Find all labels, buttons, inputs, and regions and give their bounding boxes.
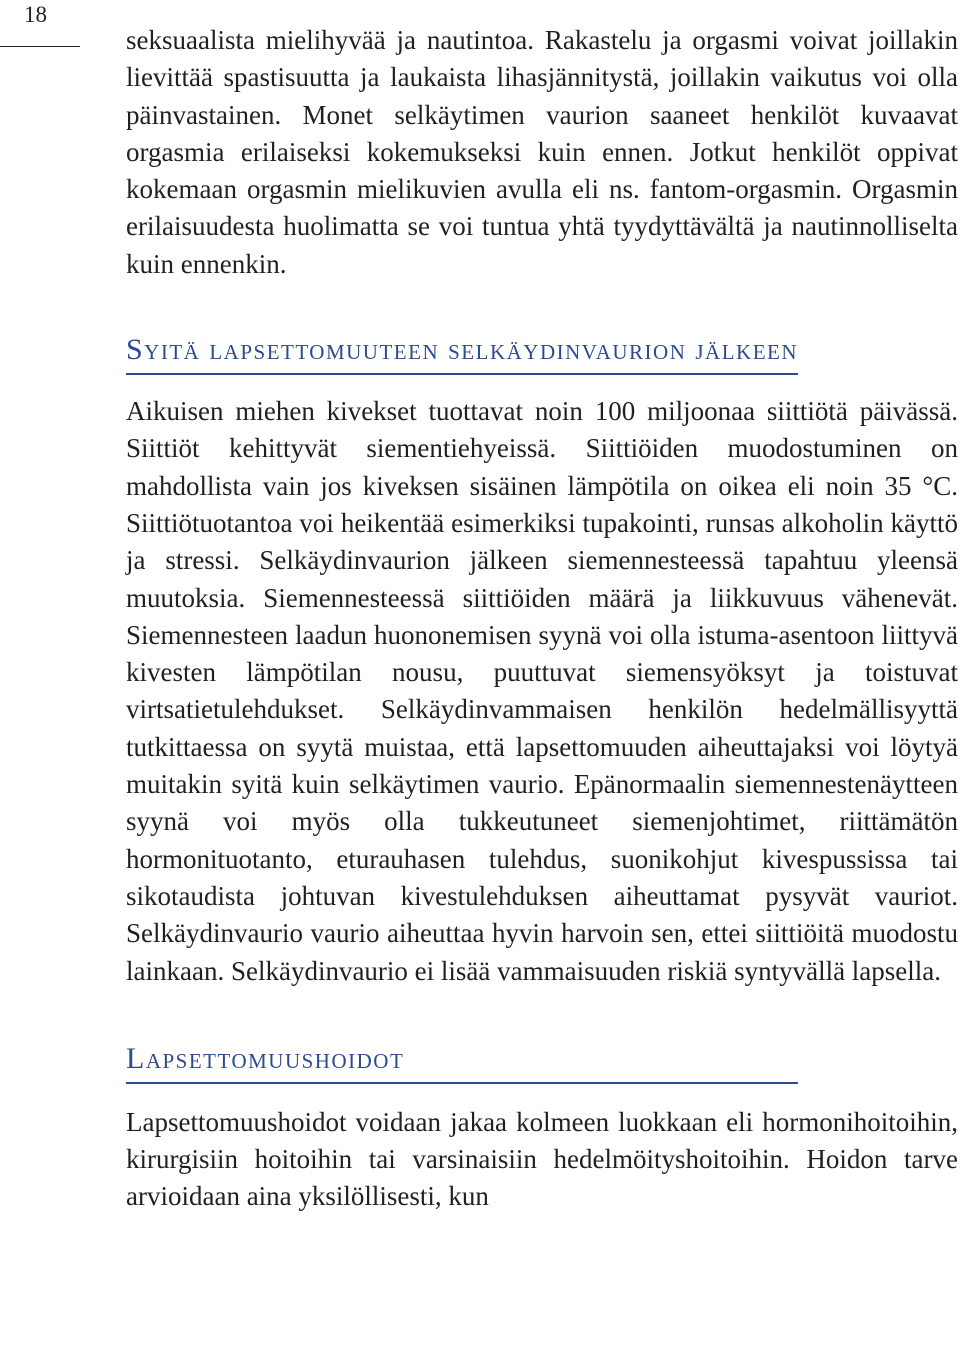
section-heading: Syitä lapsettomuuteen selkäydinvaurion jälkeen: [126, 333, 799, 367]
text-column: [126, 22, 958, 1216]
section-heading: Lapsettomuushoidot: [126, 1041, 405, 1075]
intro-paragraph: seksuaalista mielihyvää ja nautintoa. Rakastelu ja orgasmi voivat joillakin lievittää spastisuutta ja laukaista lihasjännitystä, joillakin vaikutus voi olla päinvastainen. Monet selkäytimen vaurion saaneet henkilöt kuvaavat orgasmia erilaiseksi kokemukseksi kuin ennen. Jotkut henkilöt oppivat kokemaan orgasmin mielikuvien avulla eli ns. fantom-orgasmin. Orgasmin erilaisuudesta huolimatta se voi tuntua yhtä tyydyttävältä ja nautinnolliselta kuin ennenkin.: [126, 25, 958, 279]
section-infertility-treatments: [126, 1042, 958, 1216]
heading-rule: [126, 1082, 798, 1084]
page-number: 18: [24, 2, 47, 27]
heading-rule: [126, 373, 798, 375]
section-body: Lapsettomuushoidot voidaan jakaa kolmeen luokkaan eli hormonihoitoihin, kirurgisiin hoitoihin tai varsinaisiin hedelmöityshoitoihin. Hoidon tarve arvioidaan aina yksilöllisesti, kun: [126, 1106, 958, 1212]
section-infertility-causes: [126, 333, 958, 990]
page-number-rule: [0, 46, 80, 47]
section-body: Aikuisen miehen kivekset tuottavat noin 100 miljoonaa siittiötä päivässä. Siittiöt kehittyvät siementiehyeissä. Siittiöiden muodostuminen on mahdollista vain jos kiveksen sisäinen lämpötila on oikea eli noin 35 °C. Siittiötuotantoa voi heikentää esimerkiksi tupakointi, runsas alkoholin käyttö ja stressi. Selkäydinvaurion jälkeen siemennesteessä tapahtuu yleensä muutoksia. Siemennesteessä siittiöiden määrä ja liikkuvuus vähenevät. Siemennesteen laadun huononemisen syynä voi olla istuma-asentoon liittyvä kivesten lämpötilan nousu, puuttuvat siemensyöksyt ja toistuvat virtsatietulehdukset. Selkäydinvammaisen henkilön hedelmällisyyttä tutkittaessa on syytä muistaa, että lapsettomuuden aiheuttajaksi voi löytyä muitakin syitä kuin selkäytimen vaurio. Epänormaalin siemennestenäytteen syynä voi myös olla tukkeutuneet siemenjohtimet, riittämätön hormonituotanto, eturauhasen tulehdus, suonikohjut kivespussissa tai sikotaudista johtuvan kivestulehduksen aiheuttamat pysyvät vauriot. Selkäydinvaurio vaurio aiheuttaa hyvin harvoin sen, ettei siittiöitä muodostu lainkaan. Selkäydinvaurio ei lisää vammaisuuden riskiä syntyvällä lapsella.: [126, 396, 958, 986]
